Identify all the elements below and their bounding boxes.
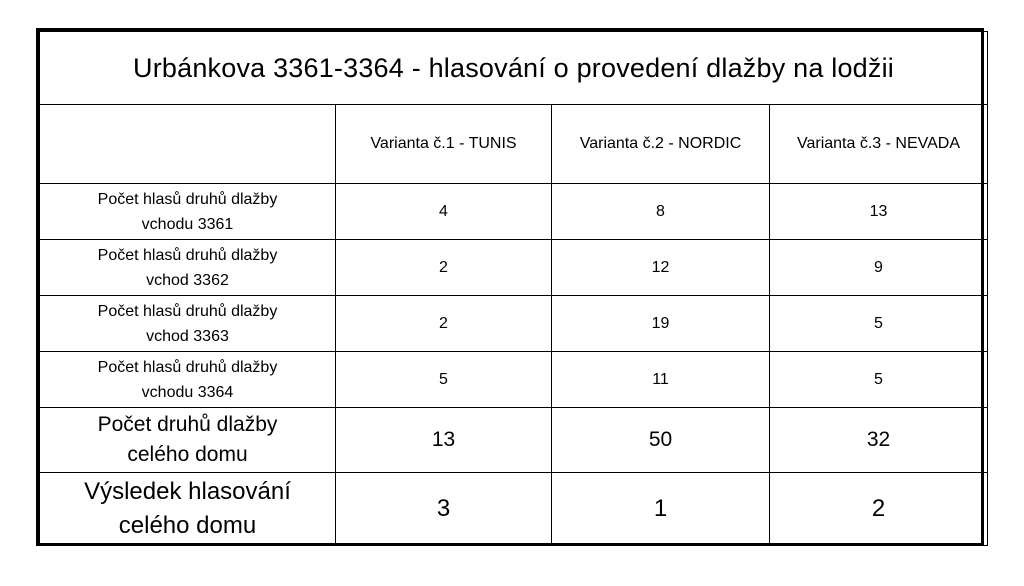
row-label-line-2: celého domu (118, 512, 257, 539)
cell-variant-1-value: 2 (336, 296, 552, 352)
column-header-variant-1: Varianta č.1 - TUNIS (336, 105, 552, 184)
row-label-line-2: vchodu 3361 (141, 215, 234, 233)
row-label-line-1: Výsledek hlasování (84, 478, 291, 505)
header-row (40, 105, 988, 184)
table-row-entrance-3364 (40, 352, 988, 408)
cell-variant-2-value: 8 (552, 184, 770, 240)
total-variant-2-value: 50 (552, 408, 770, 473)
row-label (40, 184, 336, 240)
header-corner-cell (40, 105, 336, 184)
row-label-line-1: Počet druhů dlažby (97, 413, 278, 436)
row-label (40, 296, 336, 352)
cell-variant-1-value: 4 (336, 184, 552, 240)
row-label-line-1: Počet hlasů druhů dlažby (97, 190, 278, 208)
table-row-entrance-3361 (40, 184, 988, 240)
title-row (40, 32, 988, 105)
voting-results-table (39, 31, 988, 546)
row-label-line-1: Počet hlasů druhů dlažby (97, 358, 278, 376)
table-row-house-total (40, 408, 988, 473)
result-variant-3-rank: 2 (770, 473, 988, 546)
result-variant-2-rank: 1 (552, 473, 770, 546)
total-variant-3-value: 32 (770, 408, 988, 473)
voting-results-sheet (36, 28, 984, 546)
row-label-line-2: vchod 3363 (146, 327, 229, 345)
row-label-line-1: Počet hlasů druhů dlažby (97, 246, 278, 264)
row-label-line-2: celého domu (127, 443, 248, 466)
row-label (40, 408, 336, 473)
column-header-variant-3: Varianta č.3 - NEVADA (770, 105, 988, 184)
cell-variant-3-value: 5 (770, 296, 988, 352)
table-row-entrance-3362 (40, 240, 988, 296)
row-label (40, 473, 336, 546)
column-header-variant-2: Varianta č.2 - NORDIC (552, 105, 770, 184)
cell-variant-2-value: 11 (552, 352, 770, 408)
total-variant-1-value: 13 (336, 408, 552, 473)
result-variant-1-rank: 3 (336, 473, 552, 546)
row-label (40, 352, 336, 408)
cell-variant-3-value: 13 (770, 184, 988, 240)
cell-variant-2-value: 12 (552, 240, 770, 296)
row-label-line-2: vchodu 3364 (141, 383, 234, 401)
cell-variant-2-value: 19 (552, 296, 770, 352)
cell-variant-1-value: 5 (336, 352, 552, 408)
table-title: Urbánkova 3361-3364 - hlasování o provedení dlažby na lodžii (40, 32, 988, 105)
table-row-entrance-3363 (40, 296, 988, 352)
table-row-vote-result (40, 473, 988, 546)
cell-variant-1-value: 2 (336, 240, 552, 296)
cell-variant-3-value: 9 (770, 240, 988, 296)
row-label-line-2: vchod 3362 (146, 271, 229, 289)
cell-variant-3-value: 5 (770, 352, 988, 408)
row-label (40, 240, 336, 296)
row-label-line-1: Počet hlasů druhů dlažby (97, 302, 278, 320)
